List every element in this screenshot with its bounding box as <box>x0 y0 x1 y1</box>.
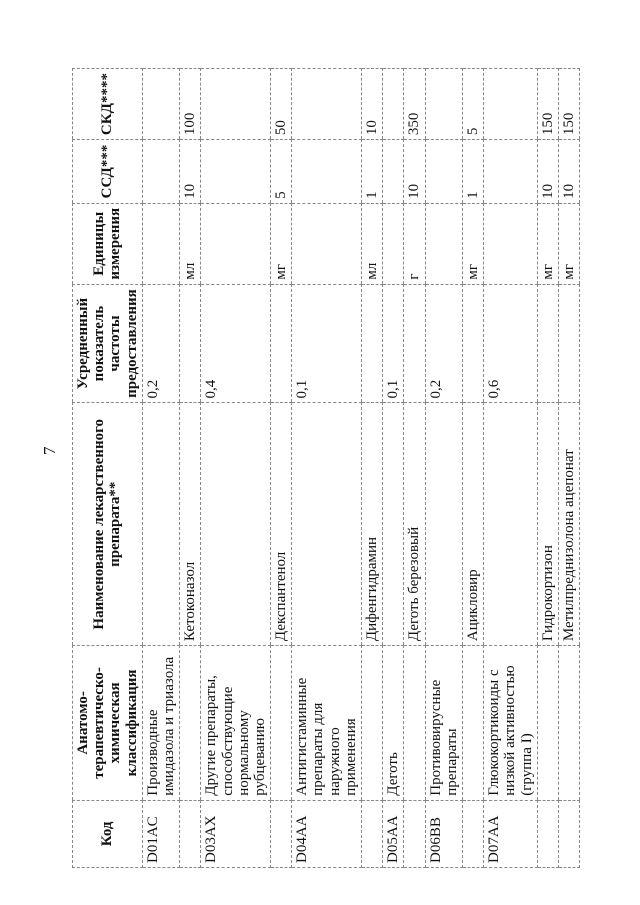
table-row <box>425 69 462 868</box>
drug-skd: 10 <box>362 69 383 140</box>
table-row <box>292 69 362 868</box>
drug-row <box>362 69 383 868</box>
drug-skd: 100 <box>180 69 201 140</box>
row-freq: 0,2 <box>425 284 462 403</box>
drug-freq <box>558 284 579 403</box>
drug-atc-spacer <box>462 646 483 801</box>
row-ssd-spacer <box>383 140 404 204</box>
row-unit-spacer <box>383 203 404 284</box>
drug-row <box>180 69 201 868</box>
drug-atc-spacer <box>180 646 201 801</box>
drug-atc-spacer <box>271 646 292 801</box>
drug-row <box>404 69 425 868</box>
drug-atc-spacer <box>362 646 383 801</box>
row-freq: 0,1 <box>292 284 362 403</box>
rotated-table-container <box>72 68 602 868</box>
row-atc: Противовирусные препараты <box>425 646 462 801</box>
row-name-spacer <box>484 403 538 646</box>
drug-name: Метилпреднизолона ацепонат <box>558 403 579 646</box>
row-skd-spacer <box>425 69 462 140</box>
row-unit-spacer <box>292 203 362 284</box>
drug-code-spacer <box>362 800 383 867</box>
row-name-spacer <box>142 403 179 646</box>
drug-unit: мг <box>558 203 579 284</box>
drug-skd: 350 <box>404 69 425 140</box>
drug-row <box>537 69 558 868</box>
drug-unit: мг <box>537 203 558 284</box>
table-row <box>484 69 538 868</box>
drug-atc-spacer <box>404 646 425 801</box>
drug-name: Гидрокортизон <box>537 403 558 646</box>
drug-freq <box>537 284 558 403</box>
row-code: D04AA <box>292 800 362 867</box>
drug-ssd: 5 <box>271 140 292 204</box>
drug-ssd: 1 <box>362 140 383 204</box>
drug-freq <box>180 284 201 403</box>
drug-name: Деготь березовый <box>404 403 425 646</box>
drug-ssd: 10 <box>404 140 425 204</box>
row-code: D05AA <box>383 800 404 867</box>
drug-row <box>271 69 292 868</box>
drug-row <box>462 69 483 868</box>
row-atc: Глюкокортикоиды с низкой активностью (группа I) <box>484 646 538 801</box>
drug-code-spacer <box>558 800 579 867</box>
drug-name: Дифенгидрамин <box>362 403 383 646</box>
row-name-spacer <box>292 403 362 646</box>
row-skd-spacer <box>484 69 538 140</box>
row-atc: Производные имидазола и триазола <box>142 646 179 801</box>
row-code: D06BB <box>425 800 462 867</box>
row-atc: Другие препараты, способствующие нормальному рубцеванию <box>201 646 271 801</box>
table-row <box>201 69 271 868</box>
drug-atc-spacer <box>558 646 579 801</box>
row-ssd-spacer <box>292 140 362 204</box>
row-code: D03AX <box>201 800 271 867</box>
row-skd-spacer <box>201 69 271 140</box>
row-skd-spacer <box>292 69 362 140</box>
row-unit-spacer <box>425 203 462 284</box>
drug-skd: 150 <box>537 69 558 140</box>
row-skd-spacer <box>142 69 179 140</box>
row-name-spacer <box>425 403 462 646</box>
drug-skd: 5 <box>462 69 483 140</box>
drug-freq <box>271 284 292 403</box>
page-number: 7 <box>40 446 59 455</box>
header-skd: СКД**** <box>73 69 143 140</box>
row-ssd-spacer <box>142 140 179 204</box>
header-atc: Анатомо-терапевтическо-химическая классификация <box>73 646 143 801</box>
drug-unit: мг <box>271 203 292 284</box>
drug-code-spacer <box>462 800 483 867</box>
drug-unit: мл <box>362 203 383 284</box>
row-ssd-spacer <box>201 140 271 204</box>
table-row <box>142 69 179 868</box>
row-unit-spacer <box>201 203 271 284</box>
row-name-spacer <box>201 403 271 646</box>
table-row <box>383 69 404 868</box>
row-atc: Деготь <box>383 646 404 801</box>
row-freq: 0,1 <box>383 284 404 403</box>
row-unit-spacer <box>484 203 538 284</box>
row-atc: Антигистаминные препараты для наружного применения <box>292 646 362 801</box>
drug-freq <box>404 284 425 403</box>
drug-table <box>72 68 580 868</box>
row-code: D07AA <box>484 800 538 867</box>
drug-code-spacer <box>404 800 425 867</box>
row-ssd-spacer <box>425 140 462 204</box>
drug-skd: 150 <box>558 69 579 140</box>
drug-unit: г <box>404 203 425 284</box>
drug-code-spacer <box>537 800 558 867</box>
header-unit: Единицы измерения <box>73 203 143 284</box>
drug-atc-spacer <box>537 646 558 801</box>
header-ssd: ССД*** <box>73 140 143 204</box>
drug-unit: мг <box>462 203 483 284</box>
row-freq: 0,6 <box>484 284 538 403</box>
drug-name: Ацикловир <box>462 403 483 646</box>
drug-ssd: 10 <box>537 140 558 204</box>
drug-freq <box>362 284 383 403</box>
drug-ssd: 1 <box>462 140 483 204</box>
drug-code-spacer <box>271 800 292 867</box>
drug-name: Декспантенол <box>271 403 292 646</box>
drug-row <box>558 69 579 868</box>
drug-ssd: 10 <box>558 140 579 204</box>
row-code: D01AC <box>142 800 179 867</box>
row-freq: 0,2 <box>142 284 179 403</box>
drug-code-spacer <box>180 800 201 867</box>
header-name: Наименование лекарственного препарата** <box>73 403 143 646</box>
drug-name: Кетоконазол <box>180 403 201 646</box>
row-unit-spacer <box>142 203 179 284</box>
row-name-spacer <box>383 403 404 646</box>
drug-freq <box>462 284 483 403</box>
row-ssd-spacer <box>484 140 538 204</box>
table-header-row <box>73 69 143 868</box>
header-code: Код <box>73 800 143 867</box>
drug-ssd: 10 <box>180 140 201 204</box>
drug-skd: 50 <box>271 69 292 140</box>
header-freq: Усредненный показатель частоты предоставления <box>73 284 143 403</box>
row-freq: 0,4 <box>201 284 271 403</box>
drug-unit: мл <box>180 203 201 284</box>
row-skd-spacer <box>383 69 404 140</box>
